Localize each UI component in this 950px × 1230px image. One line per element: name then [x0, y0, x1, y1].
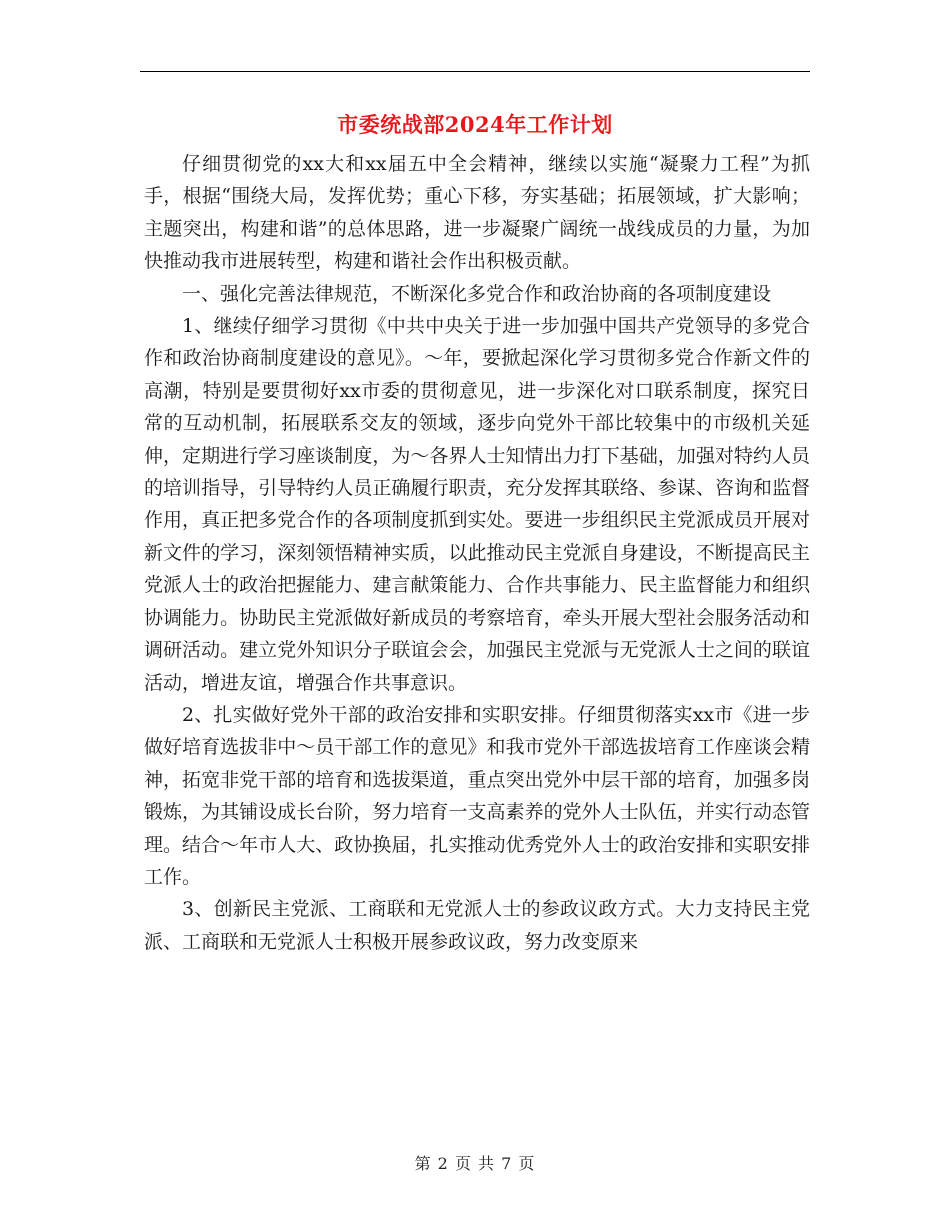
- paragraph-item-3: 3、创新民主党派、工商联和无党派人士的参政议政方式。大力支持民主党派、工商联和无党派人士积极开展参政议政，努力改变原来: [144, 898, 810, 953]
- paragraph-item-1: 1、继续仔细学习贯彻《中共中央关于进一步加强中国共产党领导的多党合作和政治协商制度建设的意见》。～年，要掀起深化学习贯彻多党合作新文件的高潮，特别是要贯彻好xx市委的贯彻意见，进一步深化对口联系制度，探究日常的互动机制，拓展联系交友的领域，逐步向党外干部比较集中的市级机关延伸，定期进行学习座谈制度，为～各界人士知情出力打下基础，加强对特约人员的培训指导，引导特约人员正确履行职责，充分发挥其联络、参谋、咨询和监督作用，真正把多党合作的各项制度抓到实处。要进一步组织民主党派成员开展对新文件的学习，深刻领悟精神实质，以此推动民主党派自身建设，不断提高民主党派人士的政治把握能力、建言献策能力、合作共事能力、民主监督能力和组织协调能力。协助民主党派做好新成员的考察培育，牵头开展大型社会服务活动和调研活动。建立党外知识分子联谊会会，加强民主党派与无党派人士之间的联谊活动，增进友谊，增强合作共事意识。: [144, 315, 810, 694]
- header-rule: [140, 71, 810, 72]
- paragraph-item-2: 2、扎实做好党外干部的政治安排和实职安排。仔细贯彻落实xx市《进一步做好培育选拔非中～员干部工作的意见》和我市党外干部选拔培育工作座谈会精神，拓宽非党干部的培育和选拔渠道，重点突出党外中层干部的培育，加强多岗锻炼，为其铺设成长台阶，努力培育一支高素养的党外人士队伍，并实行动态管理。结合～年市人大、政协换届，扎实推动优秀党外人士的政治安排和实职安排工作。: [144, 703, 810, 888]
- page-number: 第 2 页 共 7 页: [414, 1154, 536, 1173]
- section-heading-1: 一、强化完善法律规范，不断深化多党合作和政治协商的各项制度建设: [182, 282, 772, 305]
- paragraph-intro: 仔细贯彻党的xx大和xx届五中全会精神，继续以实施“凝聚力工程”为抓手，根据“围绕大局，发挥优势；重心下移，夯实基础；拓展领域，扩大影响；主题突出，构建和谐”的总体思路，进一步凝聚广阔统一战线成员的力量，为加快推动我市进展转型，构建和谐社会作出积极贡献。: [144, 153, 810, 273]
- document-body: [144, 148, 810, 958]
- document-title: 市委统战部2024年工作计划: [337, 112, 613, 137]
